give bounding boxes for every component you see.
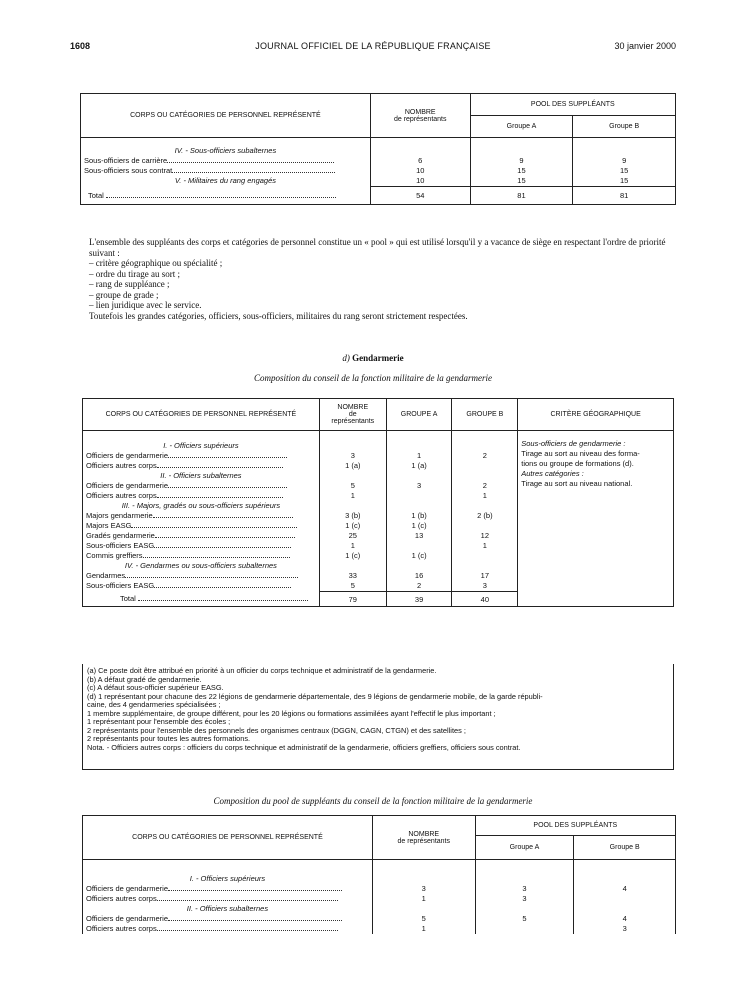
section-label: IV. - Gendarmes ou sous-officiers subalternes (124, 561, 277, 571)
col-header-corps: CORPS OU CATÉGORIES DE PERSONNEL REPRÉSENTÉ (81, 94, 371, 138)
section-label: V. - Militaires du rang engagés (174, 175, 277, 185)
cell-groupe-b (577, 874, 672, 884)
cell-nombre (374, 146, 467, 156)
row-label-text: Sous-officiers de carrière (84, 155, 168, 165)
criteria-line: Sous-officiers de gendarmerie : (521, 439, 626, 448)
cell-nombre: 1 (350, 541, 355, 550)
dot-leader (172, 172, 335, 173)
row-label (86, 541, 316, 551)
row-label (86, 491, 316, 501)
section-subtitle: Composition du conseil de la fonction militaire de la gendarmerie (254, 373, 492, 383)
table1-groupe-a-col (470, 146, 573, 187)
table3-groupe-a-col (475, 874, 574, 934)
cell-nombre (323, 561, 383, 571)
row-label-text: Gendarmes (86, 571, 126, 581)
cell-nombre: 5 (350, 481, 355, 490)
cell-nombre: 5 (350, 581, 355, 590)
note-line: (a) Ce poste doit être attribué en priorité à un officier du corps technique et administratif de la gendarmerie. (87, 667, 437, 675)
col-header-groupe-b: Groupe B (574, 836, 676, 860)
cell-nombre (323, 471, 383, 481)
cell-groupe-b: 4 (622, 883, 627, 893)
row-label-text: Officiers autres corps (86, 491, 157, 501)
col-header-groupe-a: GROUPE A (386, 399, 452, 431)
cell-groupe-a: 1 (a) (411, 461, 427, 470)
cell-groupe-b: 15 (619, 175, 629, 185)
cell-groupe-b: 3 (622, 923, 627, 933)
row-label-text: Sous-officiers sous contrat (84, 165, 173, 175)
cell-nombre: 1 (a) (345, 461, 361, 470)
cell-groupe-a: 15 (517, 165, 526, 175)
cell-groupe-b (455, 471, 514, 481)
cell-nombre (323, 501, 383, 511)
cell-groupe-a (390, 441, 449, 451)
dot-leader (168, 487, 287, 488)
cell-nombre: 6 (418, 155, 423, 165)
cell-groupe-b: 15 (619, 165, 629, 175)
table3-labels (83, 874, 373, 934)
cell-nombre: 25 (348, 531, 357, 540)
list-item: – critère géographique ou spécialité ; (89, 258, 223, 268)
row-label-text: Officiers autres corps (86, 923, 157, 933)
dot-leader (157, 467, 283, 468)
note-line: 2 représentants pour toutes les autres formations. (87, 735, 251, 743)
cell-nombre: 3 (b) (345, 511, 361, 520)
dot-leader (168, 457, 287, 458)
cell-groupe-a: 1 (c) (411, 551, 427, 560)
table2-total-groupe-b: 40 (452, 592, 518, 607)
section-label: IV. - Sous-officiers subalternes (174, 145, 277, 155)
pool-section-title: Composition du pool de suppléants du conseil de la fonction militaire de la gendarmerie (213, 796, 533, 806)
cell-groupe-a: 9 (519, 155, 524, 165)
section-label: II. - Officiers subalternes (160, 471, 242, 481)
col-header-corps: CORPS OU CATÉGORIES DE PERSONNEL REPRÉSENTÉ (83, 399, 320, 431)
table2-total-label: Total (83, 592, 320, 607)
table1-total-nombre: 54 (370, 186, 470, 204)
pool-paragraph (89, 237, 677, 321)
criteria-line: Tirage au sort au niveau national. (521, 479, 633, 488)
section-letter: d) (342, 353, 350, 363)
cell-groupe-a: 16 (414, 571, 424, 580)
section-label: I. - Officiers supérieurs (163, 441, 239, 451)
table-pool-suppleants-1 (80, 93, 676, 205)
row-label (86, 481, 316, 491)
cell-groupe-b (455, 561, 514, 571)
cell-groupe-b (455, 501, 514, 511)
table3-nombre-col (372, 874, 475, 934)
table1-total-groupe-b: 81 (573, 186, 676, 204)
dot-leader (154, 587, 291, 588)
cell-nombre (376, 904, 472, 914)
row-label (86, 531, 316, 541)
row-label-text: Officiers autres corps (86, 461, 157, 471)
cell-groupe-a: 1 (b) (411, 511, 427, 520)
cell-groupe-b: 2 (482, 451, 487, 460)
row-label (86, 451, 316, 461)
table1-groupe-b-col (573, 146, 676, 187)
table-pool-suppleants-2 (82, 815, 676, 934)
table1-nombre-col (370, 146, 470, 187)
note-line: Nota. - Officiers autres corps : officiers du corps technique et administratif de la gendarmerie, officiers greffiers, officiers sous contrat. (87, 743, 521, 752)
cell-nombre: 1 (c) (345, 521, 361, 530)
paragraph-intro: L'ensemble des suppléants des corps et catégories de personnel constitue un « pool » qui est utilisé lorsqu'il y a vacance de siège en respectant l'ordre de priorité suivant : (89, 237, 666, 258)
table2-critere-col (518, 431, 674, 607)
cell-nombre: 3 (350, 451, 355, 460)
row-label-text: Sous-officiers EASG (86, 581, 155, 591)
col-header-nombre: NOMBRE de représentants (319, 399, 386, 431)
col-header-corps: CORPS OU CATÉGORIES DE PERSONNEL REPRÉSENTÉ (83, 816, 373, 860)
cell-groupe-b: 2 (482, 481, 487, 490)
note-line: (b) A défaut gradé de gendarmerie. (87, 675, 202, 684)
dot-leader (143, 557, 290, 558)
col-header-nombre: NOMBRE de représentants (372, 816, 475, 860)
cell-groupe-a: 3 (522, 883, 527, 893)
dot-leader (125, 577, 298, 578)
col-header-groupe-b: Groupe B (573, 116, 676, 138)
cell-nombre: 1 (421, 893, 426, 903)
paragraph-list (89, 258, 677, 311)
cell-groupe-a (390, 541, 449, 551)
cell-groupe-b (455, 441, 514, 451)
note-line: (d) 1 représentant pour chacune des 22 légions de gendarmerie départementale, des 9 légions de gendarmerie mobile, de la garde républi- (87, 692, 543, 701)
section-label: III. - Majors, gradés ou sous-officiers supérieurs (121, 501, 281, 511)
row-label (86, 884, 369, 894)
row-label (86, 461, 316, 471)
col-header-pool: POOL DES SUPPLÉANTS (470, 94, 675, 116)
row-label (86, 924, 369, 934)
cell-groupe-b: 4 (622, 913, 627, 923)
paragraph-outro: Toutefois les grandes catégories, officiers, sous-officiers, militaires du rang seront strictement respectées. (89, 310, 468, 321)
table3-groupe-b-col (574, 874, 676, 934)
criteria-line: tions ou groupe de formations (d). (521, 459, 634, 468)
table2-groupe-a-col (386, 431, 452, 592)
cell-groupe-a: 1 (c) (411, 521, 427, 530)
dot-leader (155, 537, 295, 538)
row-label-text: Officiers de gendarmerie (86, 913, 168, 923)
section-heading (70, 353, 676, 364)
row-label-text: Gradés gendarmerie (86, 531, 155, 541)
cell-groupe-a (390, 561, 449, 571)
cell-groupe-b: 9 (622, 155, 627, 165)
page-number: 1608 (70, 41, 91, 51)
section-label: I. - Officiers supérieurs (189, 873, 266, 883)
cell-groupe-b (577, 894, 672, 904)
cell-groupe-a: 15 (517, 175, 526, 185)
dot-leader (157, 930, 338, 931)
cell-groupe-b (576, 146, 672, 156)
list-item: – rang de suppléance ; (89, 279, 170, 289)
dot-leader (157, 497, 283, 498)
row-label (84, 166, 367, 176)
row-label (86, 511, 316, 521)
cell-nombre: 33 (348, 571, 357, 580)
journal-title: JOURNAL OFFICIEL DE LA RÉPUBLIQUE FRANÇAISE (255, 41, 491, 51)
issue-date: 30 janvier 2000 (614, 41, 676, 51)
dot-leader (131, 527, 296, 528)
cell-groupe-a: 5 (522, 913, 527, 923)
table2-nombre-col (319, 431, 386, 592)
table1-total-label: Total (81, 186, 371, 204)
cell-groupe-b: 3 (482, 581, 487, 590)
cell-nombre: 1 (421, 923, 426, 933)
cell-groupe-a (390, 471, 449, 481)
criteria-line: Tirage au sort au niveau des forma- (521, 449, 640, 458)
cell-nombre: 1 (350, 491, 355, 500)
cell-groupe-b (455, 551, 514, 561)
cell-groupe-a: 2 (417, 581, 422, 590)
table2-total-nombre: 79 (319, 592, 386, 607)
note-line: caine, des 4 gendarmeries spécialisées ; (87, 701, 221, 709)
row-label (86, 581, 316, 591)
list-item: – groupe de grade ; (89, 289, 159, 300)
dot-leader (167, 162, 333, 163)
table1-labels (81, 146, 371, 187)
note-line: 2 représentants pour l'ensemble des personnels des organismes centraux (DGGN, CAGN, CTGN) et des satellites ; (87, 726, 466, 735)
dot-leader (154, 547, 291, 548)
cell-groupe-a (479, 924, 571, 934)
cell-groupe-b: 1 (482, 491, 487, 500)
cell-groupe-a: 3 (522, 893, 527, 903)
cell-nombre: 10 (416, 175, 425, 185)
note-line: (c) A défaut sous-officier supérieur EASG. (87, 684, 224, 692)
row-label-text: Officiers de gendarmerie (86, 451, 168, 461)
row-label (84, 156, 367, 166)
col-header-nombre: NOMBRE de représentants (370, 94, 470, 138)
row-label (86, 914, 369, 924)
cell-groupe-a: 1 (417, 451, 422, 460)
row-label-text: Officiers autres corps (86, 893, 157, 903)
page-header (70, 41, 676, 55)
table2-labels (83, 431, 320, 592)
cell-groupe-b (455, 521, 514, 531)
col-header-critere: CRITÈRE GÉOGRAPHIQUE (518, 399, 674, 431)
col-header-pool: POOL DES SUPPLÉANTS (475, 816, 675, 836)
dot-leader (153, 517, 293, 518)
cell-nombre (376, 874, 472, 884)
dot-leader (168, 890, 342, 891)
section-label: II. - Officiers subalternes (186, 903, 269, 913)
cell-groupe-a (390, 501, 449, 511)
cell-groupe-a (390, 491, 449, 501)
list-item: – lien juridique avec le service. (89, 300, 202, 310)
dot-leader (157, 900, 338, 901)
cell-nombre: 1 (c) (345, 551, 361, 560)
row-label (86, 551, 316, 561)
row-label-text: Commis greffiers (86, 551, 143, 561)
dot-leader (168, 920, 342, 921)
cell-groupe-b: 2 (b) (477, 511, 493, 520)
row-label (86, 521, 316, 531)
cell-groupe-a: 13 (414, 531, 424, 540)
note-line: 1 représentant pour l'ensemble des écoles ; (87, 718, 231, 726)
row-label (86, 571, 316, 581)
cell-groupe-b: 1 (482, 541, 487, 550)
row-label-text: Majors EASG (86, 521, 132, 531)
col-header-groupe-a: Groupe A (470, 116, 573, 138)
cell-groupe-b (577, 904, 672, 914)
col-header-groupe-b: GROUPE B (452, 399, 518, 431)
cell-groupe-a (479, 904, 571, 914)
row-label (86, 894, 369, 904)
cell-nombre: 10 (416, 165, 425, 175)
table2-total-groupe-a: 39 (386, 592, 452, 607)
cell-nombre: 5 (421, 913, 426, 923)
cell-groupe-a (479, 874, 571, 884)
cell-groupe-b: 17 (480, 571, 490, 580)
cell-groupe-b (455, 461, 514, 471)
table-composition-conseil (82, 398, 674, 607)
cell-groupe-a: 3 (417, 481, 422, 490)
section-title: Gendarmerie (352, 353, 404, 363)
row-label-text: Officiers de gendarmerie (86, 481, 168, 491)
row-label-text: Majors gendarmerie (86, 511, 153, 521)
table2-notes (82, 664, 674, 770)
criteria-line: Autres catégories : (521, 469, 584, 478)
cell-groupe-a (474, 146, 570, 156)
cell-nombre: 3 (421, 883, 426, 893)
row-label-text: Sous-officiers EASG (86, 541, 155, 551)
list-item: – ordre du tirage au sort ; (89, 268, 180, 279)
cell-nombre (323, 441, 383, 451)
note-line: 1 membre supplémentaire, de groupe différent, pour les 20 légions ou formations assimilées ayant l'effectif le plus important ; (87, 709, 496, 718)
table2-groupe-b-col (452, 431, 518, 592)
row-label-text: Officiers de gendarmerie (86, 883, 168, 893)
col-header-groupe-a: Groupe A (475, 836, 574, 860)
cell-groupe-b: 12 (480, 531, 490, 540)
table1-total-groupe-a: 81 (470, 186, 573, 204)
